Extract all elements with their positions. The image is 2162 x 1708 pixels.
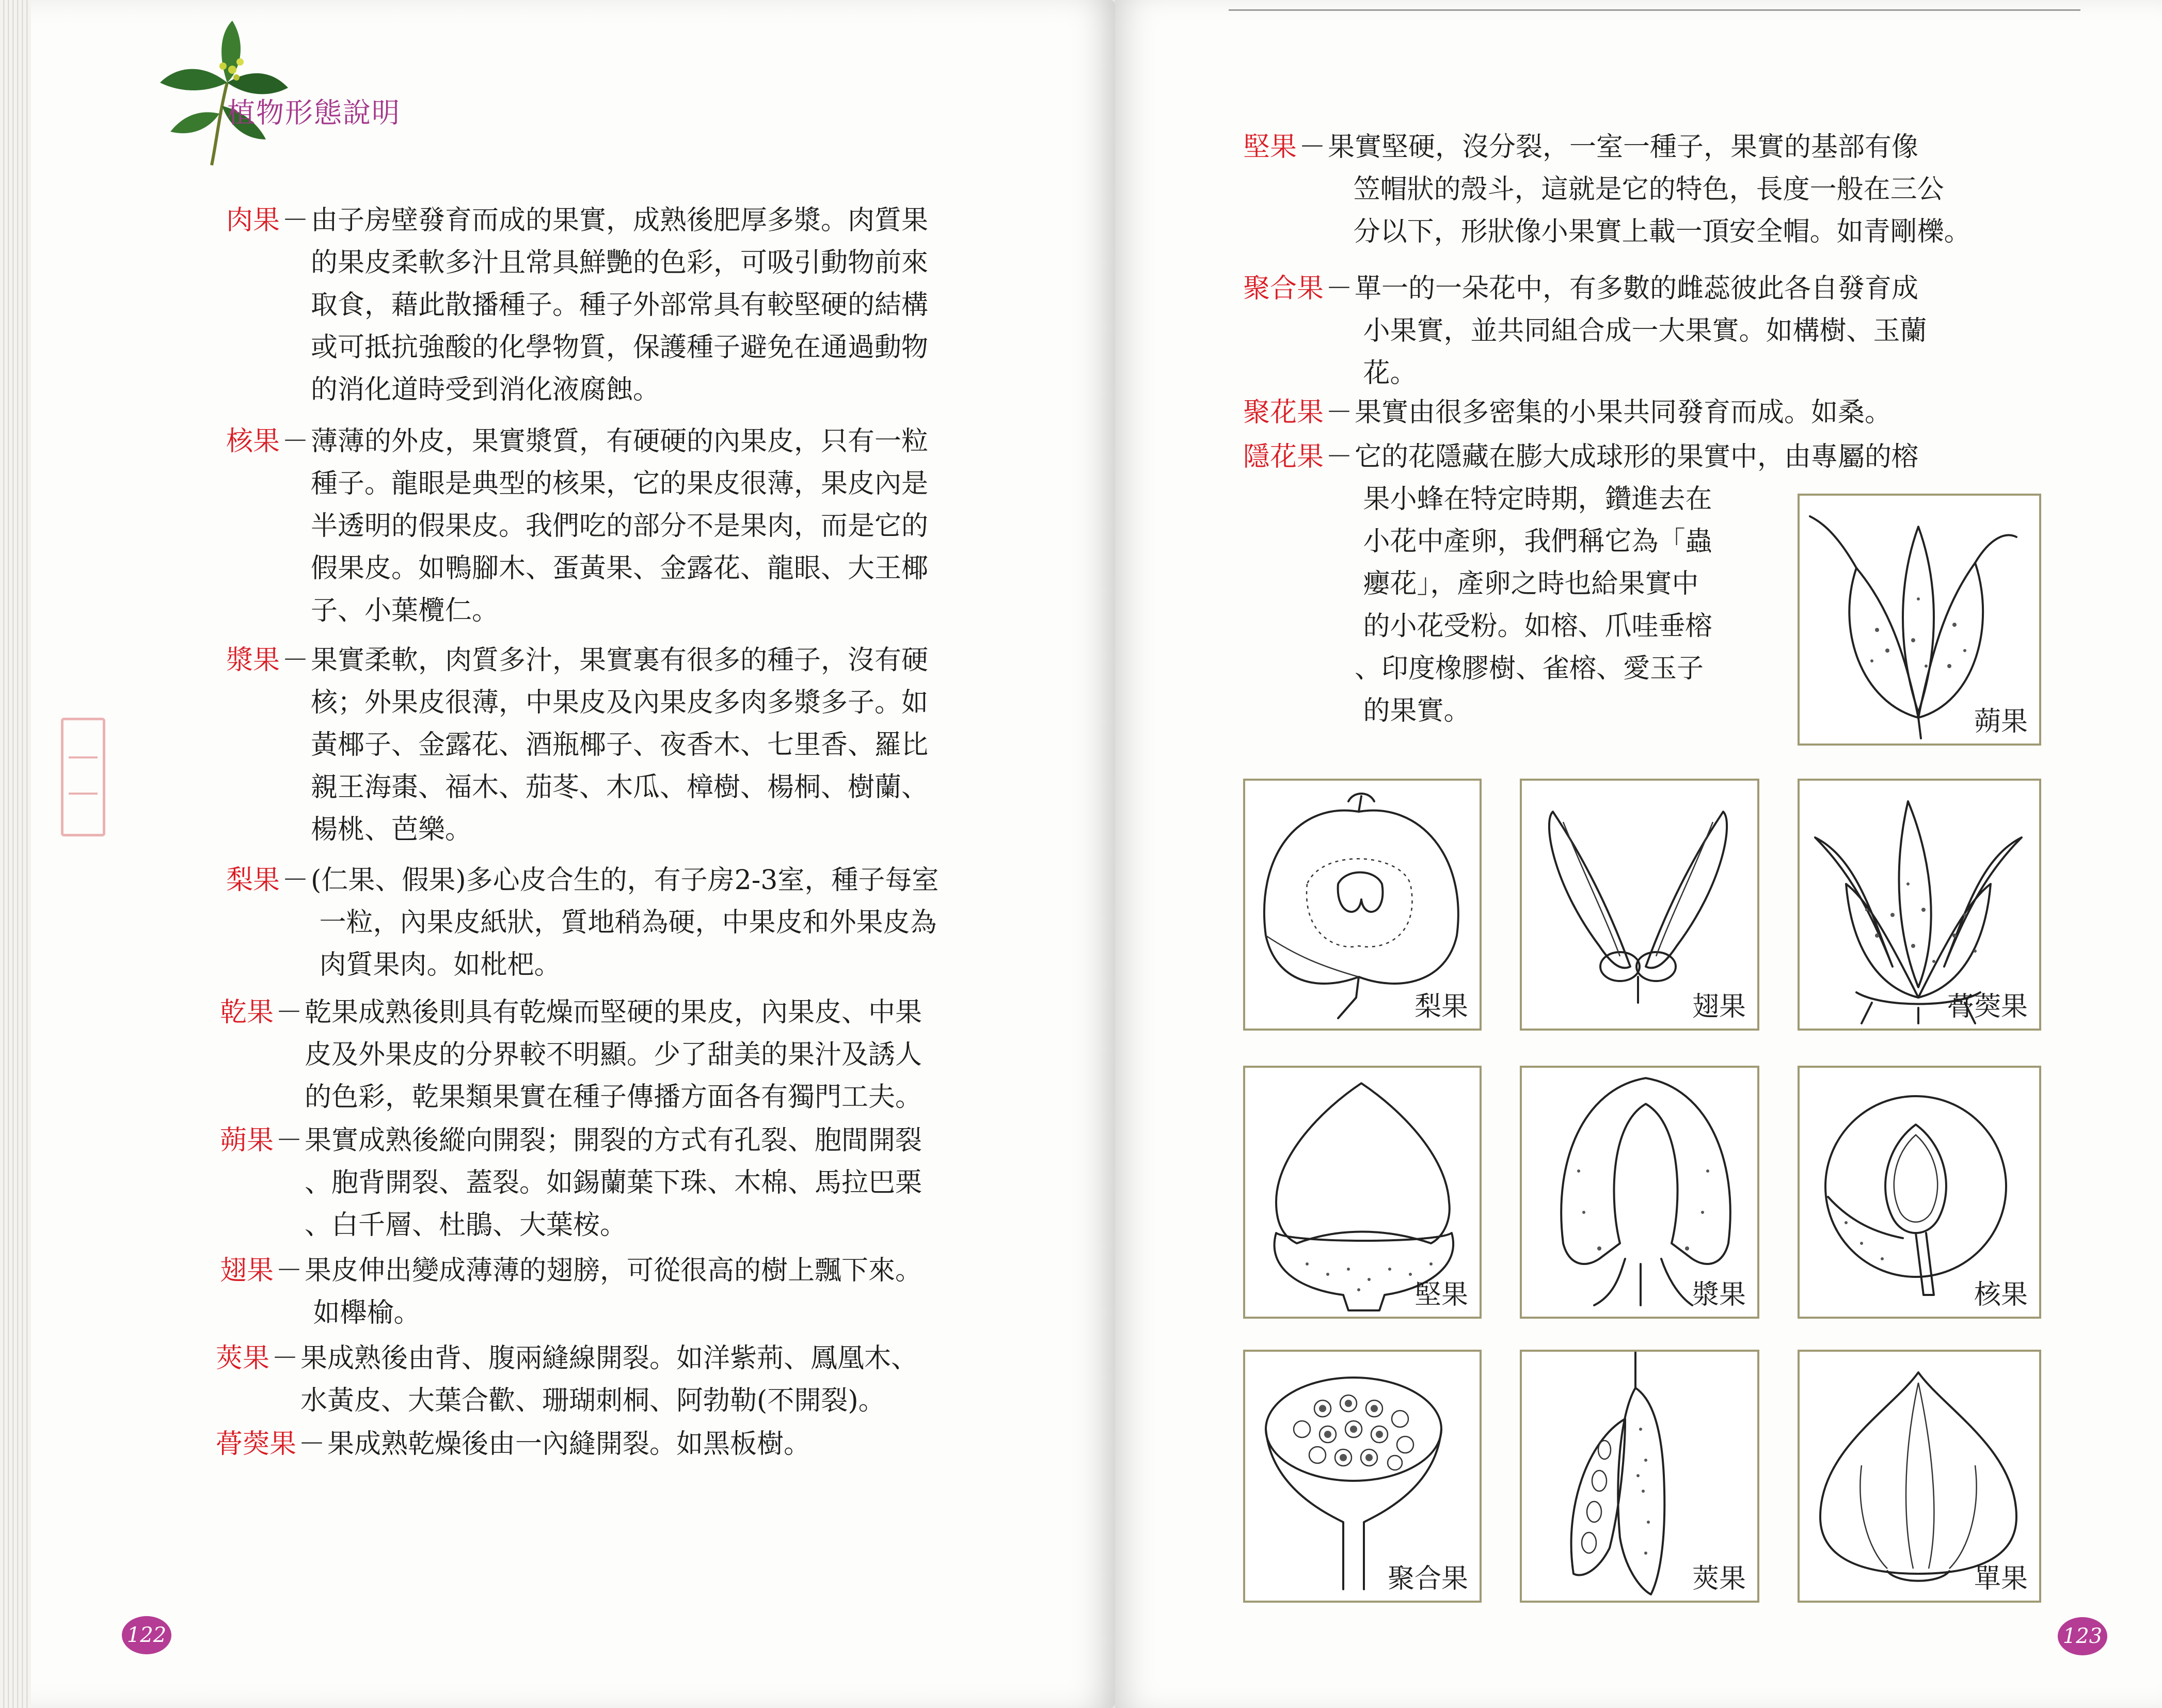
definition-line: 果小蜂在特定時期，鑽進去在 (1355, 484, 1712, 515)
figure-caption: 漿果 (1692, 1279, 1746, 1310)
definition-line: 果實由很多密集的小果共同發育而成。如桑。 (1355, 397, 1892, 428)
definition-line: 花。 (1355, 358, 1417, 389)
definition-line: 肉質果肉。如枇杷。 (311, 950, 561, 980)
definition-line: 皮及外果皮的分界較不明顯。少了甜美的果汁及誘人 (305, 1039, 923, 1070)
definition-line: 的小花受粉。如榕、爪哇垂榕 (1355, 611, 1712, 642)
definition-line: 黃椰子、金露花、酒瓶椰子、夜香木、七里香、羅比 (311, 730, 929, 761)
figure-legume (1520, 1350, 1759, 1603)
figure-caption: 莢果 (1692, 1563, 1746, 1594)
definition-line: 或可抵抗強酸的化學物質，保護種子避免在通過動物 (311, 332, 929, 363)
term-label: 漿果 (226, 645, 280, 676)
page-number-badge: 123 (2058, 1617, 2107, 1655)
term-dash: － (282, 865, 309, 896)
definition-line: 薄薄的外皮，果實漿質，有硬硬的內果皮，只有一粒 (311, 426, 929, 457)
definition-line: 果成熟乾燥後由一內縫開裂。如黑板樹。 (327, 1429, 811, 1460)
definition-line: 癭花」，產卵之時也給果實中 (1355, 568, 1699, 599)
definition-line: 子、小葉欖仁。 (311, 595, 499, 626)
term-dash: － (276, 1125, 303, 1156)
figure-caption: 翅果 (1692, 991, 1746, 1022)
definition-line: 種子。龍眼是典型的核果，它的果皮很薄，果皮內是 (311, 468, 929, 499)
term-dash: － (1326, 273, 1353, 304)
figure-aggregate (1243, 1350, 1482, 1603)
term-dash: － (276, 997, 303, 1028)
figure-capsule (1798, 494, 2041, 746)
definition-line: 果實成熟後縱向開裂；開裂的方式有孔裂、胞間開裂 (305, 1125, 923, 1156)
definition-line: 、印度橡膠樹、雀榕、愛玉子 (1355, 653, 1704, 684)
figure-caption: 梨果 (1414, 991, 1468, 1022)
term-dash: － (1299, 132, 1326, 163)
term-dash: － (282, 426, 309, 457)
term-dash: － (282, 205, 309, 236)
term-dash: － (298, 1429, 326, 1460)
definition-line: 假果皮。如鴨腳木、蛋黃果、金露花、龍眼、大王椰 (311, 553, 929, 584)
figure-caption: 蓇葖果 (1947, 991, 2028, 1022)
definition-line: 的消化道時受到消化液腐蝕。 (311, 374, 660, 405)
term-label: 隱花果 (1243, 441, 1324, 472)
right-page (1115, 0, 2162, 1708)
figure-pome (1243, 779, 1482, 1031)
definition-line: 、胞背開裂、蓋裂。如錫蘭葉下珠、木棉、馬拉巴栗 (305, 1167, 923, 1198)
definition-line: 的色彩，乾果類果實在種子傳播方面各有獨門工夫。 (305, 1082, 923, 1113)
definition-line: 楊桃、芭樂。 (311, 814, 472, 845)
figure-caption: 蒴果 (1974, 706, 2028, 737)
definition-line: 、白千層、杜鵑、大葉桉。 (305, 1210, 627, 1241)
term-dash: － (1326, 397, 1353, 428)
definition-line: 果實柔軟，肉質多汁，果實裏有很多的種子，沒有硬 (311, 645, 929, 676)
definition-line: 笠帽狀的殼斗，這就是它的特色，長度一般在三公 (1328, 174, 1944, 205)
figure-samara (1520, 779, 1759, 1031)
figure-drupe (1798, 1066, 2041, 1319)
figure-simple (1798, 1350, 2041, 1603)
term-dash: － (272, 1343, 299, 1374)
definition-line: 小花中產卵，我們稱它為「蟲 (1355, 526, 1712, 557)
term-label: 蓇葖果 (216, 1429, 297, 1460)
definition-line: 它的花隱藏在膨大成球形的果實中，由專屬的榕 (1355, 441, 1919, 472)
term-label: 堅果 (1243, 132, 1297, 163)
term-label: 莢果 (216, 1343, 270, 1374)
figure-caption: 堅果 (1414, 1279, 1468, 1310)
term-label: 蒴果 (220, 1125, 274, 1156)
term-label: 聚花果 (1243, 397, 1324, 428)
definition-line: 的果實。 (1355, 695, 1471, 726)
figure-caption: 聚合果 (1387, 1563, 1468, 1594)
term-label: 梨果 (226, 865, 280, 896)
figure-caption: 單果 (1974, 1563, 2028, 1594)
definition-line: 乾果成熟後則具有乾燥而堅硬的果皮，內果皮、中果 (305, 997, 923, 1028)
definition-line: 的果皮柔軟多汁且常具鮮艷的色彩，可吸引動物前來 (311, 247, 929, 278)
definition-line: 小果實，並共同組合成一大果實。如構樹、玉蘭 (1355, 315, 1927, 346)
definition-line: 果實堅硬，沒分裂，一室一種子，果實的基部有像 (1328, 132, 1919, 163)
definition-line: 水黃皮、大葉合歡、珊瑚刺桐、阿勃勒(不開裂)。 (300, 1385, 885, 1416)
figure-berry (1520, 1066, 1759, 1319)
definition-line: 取食，藉此散播種子。種子外部常具有較堅硬的結構 (311, 290, 929, 321)
term-dash: － (282, 645, 309, 676)
definition-line: 由子房壁發育而成的果實，成熟後肥厚多漿。肉質果 (311, 205, 929, 236)
left-page (31, 0, 1115, 1708)
term-label: 核果 (226, 426, 280, 457)
term-dash: － (1326, 441, 1353, 472)
definition-line: 單一的一朵花中，有多數的雌蕊彼此各自發育成 (1355, 273, 1919, 304)
top-rule (1229, 9, 2080, 11)
figure-follicle (1798, 779, 2041, 1031)
definition-line: 果成熟後由背、腹兩縫線開裂。如洋紫荊、鳳凰木、 (300, 1343, 918, 1374)
section-header: 植物形態說明 (227, 97, 401, 129)
definition-line: 果皮伸出變成薄薄的翅膀，可從很高的樹上飄下來。 (305, 1255, 923, 1286)
term-label: 乾果 (220, 997, 274, 1028)
definition-line: 分以下，形狀像小果實上載一頂安全帽。如青剛櫟。 (1328, 216, 1971, 247)
page-number-badge: 122 (122, 1616, 171, 1654)
seal-stamp (61, 718, 105, 836)
term-label: 翅果 (220, 1255, 274, 1286)
definition-line: 親王海棗、福木、茄苳、木瓜、樟樹、楊桐、樹蘭、 (311, 772, 929, 803)
definition-line: 半透明的假果皮。我們吃的部分不是果肉，而是它的 (311, 511, 929, 542)
definition-line: 核；外果皮很薄，中果皮及內果皮多肉多漿多子。如 (311, 687, 929, 718)
term-dash: － (276, 1255, 303, 1286)
figure-caption: 核果 (1974, 1279, 2028, 1310)
term-label: 聚合果 (1243, 273, 1324, 304)
definition-line: 一粒，內果皮紙狀，質地稍為硬，中果皮和外果皮為 (311, 907, 937, 938)
figure-nut (1243, 1066, 1482, 1319)
definition-line: (仁果、假果)多心皮合生的，有子房2-3室，種子每室 (311, 865, 939, 896)
term-label: 肉果 (226, 205, 280, 236)
definition-line: 如櫸榆。 (305, 1298, 421, 1329)
